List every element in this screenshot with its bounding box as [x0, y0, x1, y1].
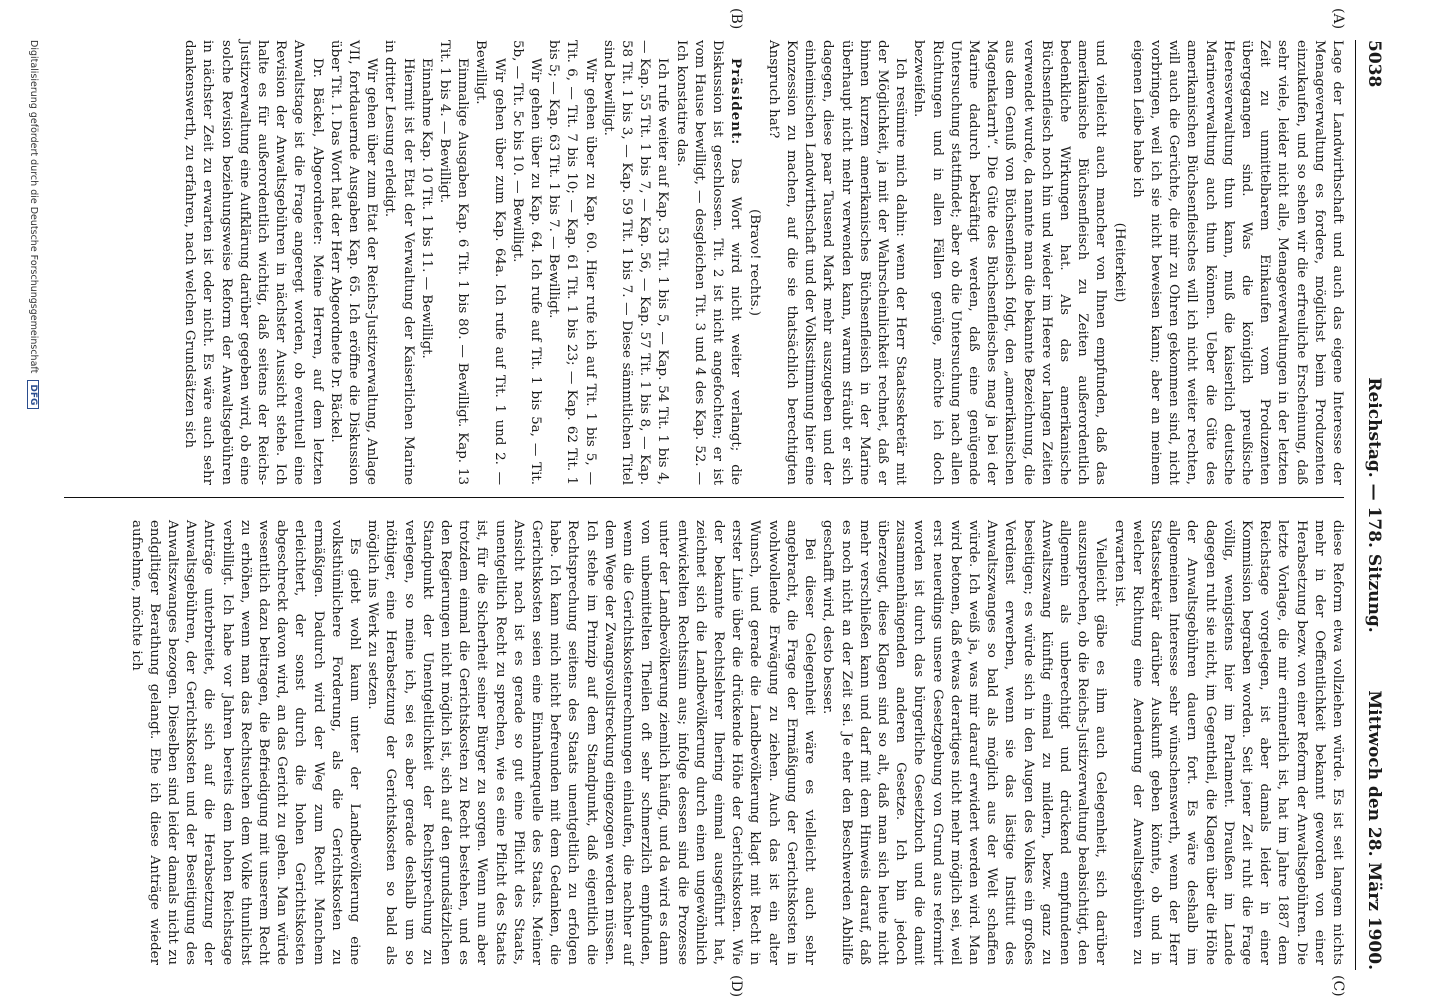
paragraph: Einnahme Kap. 10 Tit. 1 bis 11. — Bewilligt. — [418, 58, 434, 359]
paragraph: Lage der Landwirthschaft und auch das eigene Interesse der Menageverwaltung es fordere, möglichst beim Produzenten einzukaufen, und so sehen wir die erfreuliche Erscheinung, daß sehr viele, leider nicht alle, Menageverwaltungen in der letzten Zeit zu unmittelbarem Einkaufen vom Produzenten übergegangen sind. Was die königlich preußische Heeresverwaltung thun kann, muß die kaiserlich deutsche Marineverwaltung auch thun können. Ueber die Güte des amerikanischen Büchsenfleisches will ich nicht weiter rechten, will auch die Gerüchte, die mir zu Ohren gekommen sind, nicht vorbringen, weil ich sie nicht beweisen kann; aber an meinem eigenen Leibe habe ich — [1129, 40, 1345, 485]
paragraph: und vielleicht auch mancher von Ihnen empfunden, daß das amerikanische Büchsenfleisch zu Zeiten außerordentlich bedenkliche Wirkungen hat. Als das amerikanische Büchsenfleisch noch hin und wieder im Heere vor langen Zeiten verwendet wurde, da nannte man die bekannte Bezeichnung, die aus dem Genuß von Büchsenfleisch folgt, den „amerikanischen Magenkatarrh“. Die Güte des Büchsenfleisches mag ja bei der Marine dadurch bekräftigt werden, daß eine genügende Untersuchung stattfindet; aber ob die Untersuchung nach allen Richtungen und in allen Fällen genüge, möchte ich doch bezweifeln. — [911, 40, 1109, 485]
paragraph: Hiermit ist der Etat der Verwaltung der Kaiserlichen Marine in dritter Lesung erledigt. — [382, 40, 416, 485]
left-column — [180, 40, 1346, 485]
right-column — [126, 520, 1346, 965]
credit-text: Digitalisierung gefördert durch die Deutsche Forschungsgemeinschaft — [28, 40, 39, 374]
column-divider — [64, 497, 1344, 498]
interjection: (Bravo! rechts.) — [747, 209, 763, 316]
page-header — [1362, 40, 1384, 970]
header-rule — [1355, 40, 1356, 970]
paragraph: Vielleicht gäbe es ihm auch Gelegenheit, sich darüber auszusprechen, ob die Reichs-Justizverwaltung beabsichtigt, den allgemein als unberechtigt und drückend empfundenen Anwaltszwang künftig einmal zu mildern, bezw. ganz zu beseitigen; es würde sich in den Augen des Volkes ein großes Verdienst erwerben, wenn sie das lästige Institut des Anwaltszwanges so bald als möglich aus der Welt schaffen würde. Ich weiß ja, was mir darauf erwidert werden wird. Man wird betonen, daß etwas derartiges nicht mehr möglich sei, weil erst neuerdings unsere Gesetzgebung von Grund aus reformirt worden ist durch das bürgerliche Gesetzbuch und die damit zusammenhängenden anderen Gesetze. Ich bin jedoch überzeugt, diese Klagen sind so alt, daß man sich heute nicht mehr verschließen kann und darf mit dem Hinweis darauf, daß es noch nicht an der Zeit sei. Je eher den Beschwerden Abhilfe geschafft wird, desto besser. — [820, 520, 1109, 965]
paragraph: Wir gehen über zum Etat der Reichs-Justizverwaltung, Anlage VII, fortdauernde Ausgaben Kap. 65. Ich eröffne die Diskussion über Tit. 1. Das Wort hat der Herr Abgeordnete Dr. Bäckel. — [327, 40, 380, 485]
paragraph-president — [671, 40, 745, 485]
margin-marker-d: (D) — [728, 975, 744, 998]
paragraph: Wir gehen über zu Kap. 60. Hier rufe ich auf Tit. 1 bis 5, — Tit. 6, — Tit. 7 bis 10; — Kap. 61 Tit. 1 bis 23; — Kap. 62 Tit. 1 bis 5; — Kap. 63 Tit. 1 bis 7. — Bewilligt. — [546, 40, 598, 485]
header-title: Reichstag. — 178. Sitzung. — [1364, 377, 1384, 633]
paragraph: Bei dieser Gelegenheit wäre es vielleicht auch sehr angebracht, die Frage der Ermäßigung der Gerichtskosten in wohlwollende Erwägung zu ziehen. Auch das ist ein alter Wunsch, und gerade die Landbevölkerung klagt mit Recht in erster Linie über die drückende Höhe der Gerichtskosten. Wie der bekannte Rechtslehrer Ihering einmal ausgeführt hat, zeichnet sich die Landbevölkerung durch einen ungewöhnlich entwickelten Rechtssinn aus; infolge dessen sind die Prozesse unter der Landbevölkerung ziemlich häufig, und da wird es dann von unbemittelten Theilen oft sehr schmerzlich empfunden, wenn die Gerichtskostenrechnungen einlaufen, die nachher auf dem Wege der Zwangsvollstreckung eingezogen werden müssen. Ich stehe im Prinzip auf dem Standpunkt, daß eigentlich die Rechtsprechung seitens des Staats unentgeltlich zu erfolgen habe. Ich kann mich nicht befreunden mit dem Gedanken, die Gerichtskosten seien eine Einnahmequelle des Staats. Meiner Ansicht nach ist es gerade so gut eine Pflicht des Staats, unentgeltlich Recht zu sprechen, wie es eine Pflicht des Staats ist, für die Sicherheit seiner Bürger zu sorgen. Wenn nun aber trotzdem einmal die Gerichtskosten zu Recht bestehen, und es den Regierungen nicht möglich ist, sich auf den grundsätzlichen Standpunkt der Unentgeltlichkeit der Rechtsprechung zu verlegen, so meine ich, sei es aber gerade deshalb um so nöthiger, eine Herabsetzung der Gerichtskosten so bald als möglich ins Werk zu setzen. — [365, 520, 818, 965]
paragraph: Wir gehen über zu Kap. 64. Ich rufe auf Tit. 1 bis 5a, — Tit. 5b, — Tit. 5c bis 10. — Bewilligt. — [509, 40, 544, 485]
digitization-credit — [27, 40, 39, 409]
interjection: (Heiterkeit) — [1111, 222, 1127, 303]
page-number: 5038 — [1364, 40, 1384, 88]
paragraph: Ich rufe weiter auf Kap. 53 Tit. 1 bis 5, — Kap. 54 Tit. 1 bis 4, — Kap. 55 Tit. 1 bis 7, — Kap. 56, — Kap. 57 Tit. 1 bis 8, — Kap. 58 Tit. 1 bis 3, — Kap. 59 Tit. 1 bis 7. — Diese sämmtlichen Titel sind bewilligt. — [600, 40, 671, 485]
paragraph: Ich resümire mich dahin: wenn der Herr Staatssekretär mit der Möglichkeit, ja mit der Wahrscheinlichkeit rechnet, daß er binnen kurzem amerikanisches Büchsenfleisch in der Marine überhaupt nicht mehr verwenden kann, warum sträubt er sich dagegen, diese paar Tausend Mark mehr auszugeben und der einheimischen Landwirthschaft und der Volksstimmung hier eine Konzession zu machen, auf die sie thatsächlich berechtigten Anspruch hat? — [765, 40, 909, 485]
dfg-logo: DFG — [27, 380, 39, 409]
margin-marker-c: (C) — [1330, 975, 1346, 997]
speaker-name: Präsident: — [728, 58, 745, 146]
margin-marker-b: (B) — [728, 8, 744, 30]
margin-marker-a: (A) — [1330, 8, 1346, 30]
paragraph: Es giebt wohl kaum unter der Landbevölkerung eine volksthümlichere Forderung, als die Gerichtskosten zu ermäßigen. Dadurch wird der Weg zum Recht Manchem erleichtert, der sonst durch die hohen Gerichtskosten abgeschreckt davon wird, an das Gericht zu gehen. Man würde wesentlich dazu beitragen, die Befriedigung mit unserem Recht zu erhöhen, wenn man das Rechtsuchen dem Volke thunlichst verbilligt. Ich habe vor Jahren bereits dem hohen Reichstage Anträge unterbreitet, die sich auf die Herabsetzung der Anwaltsgebühren, der Gerichtskosten und der Beseitigung des Anwaltszwanges bezogen. Dieselben sind leider damals nicht zu endgiltiger Berathung gelangt. Ehe ich diese Anträge wieder aufnehme, möchte ich — [128, 520, 363, 965]
paragraph: diese Reform etwa vollziehen würde. Es ist seit langem nichts mehr in der Oeffentlichkeit bekannt geworden von einer Herabsetzung bezw. von einer Reform der Anwaltsgebühren. Die letzte Vorlage, die mir erinnerlich ist, hat im Jahre 1887 dem Reichstage vorgelegen, ist aber damals leider in einer Kommission begraben worden. Seit jener Zeit ruht die Frage völlig, wenigstens hier im Parlament. Draußen im Lande dagegen ruht sie nicht, im Gegentheil, die Klagen über die Höhe der Anwaltsgebühren dauern fort. Es wäre deshalb im allgemeinen Interesse sehr wünschenswerth, wenn der Herr Staatssekretär darüber Auskunft geben könnte, ob und in welcher Richtung eine Aenderung der Anwaltsgebühren zu erwarten ist. — [1111, 520, 1345, 965]
speech-text: Das Wort wird nicht weiter verlangt; die Diskussion ist geschlossen. Tit. 2 ist nicht angefochten; er ist vom Hause bewilligt, — desgleichen Tit. 3 und 4 des Kap. 52. — Ich konstatire das. — [673, 40, 744, 485]
paragraph: Einmalige Ausgaben Kap. 6 Tit. 1 bis 80. — Bewilligt. Kap. 13 Tit. 1 bis 4. — Bewilligt. — [437, 40, 471, 485]
paragraph: Wir gehen über zum Kap. 64a. Ich rufe auf Tit. 1 und 2. — Bewilligt. — [473, 40, 507, 485]
paragraph: Dr. Bäckel, Abgeordneter: Meine Herren, auf dem letzten Anwaltstage ist die Frage angeregt worden, ob eventuell eine Revision der Anwaltsgebühren in nächster Aussicht stehe. Ich halte es für außerordentlich wichtig, daß seitens der Reichs-Justizverwaltung eine Aufklärung darüber gegeben wird, ob eine solche Revision beziehungsweise Reform der Anwaltsgebühren in nächster Zeit zu erwarten ist oder nicht. Es wäre auch sehr dankenswerth, zu erfahren, nach welchen Grundsätzen sich — [182, 40, 325, 485]
header-date: Mittwoch den 28. März 1900. — [1364, 690, 1384, 970]
